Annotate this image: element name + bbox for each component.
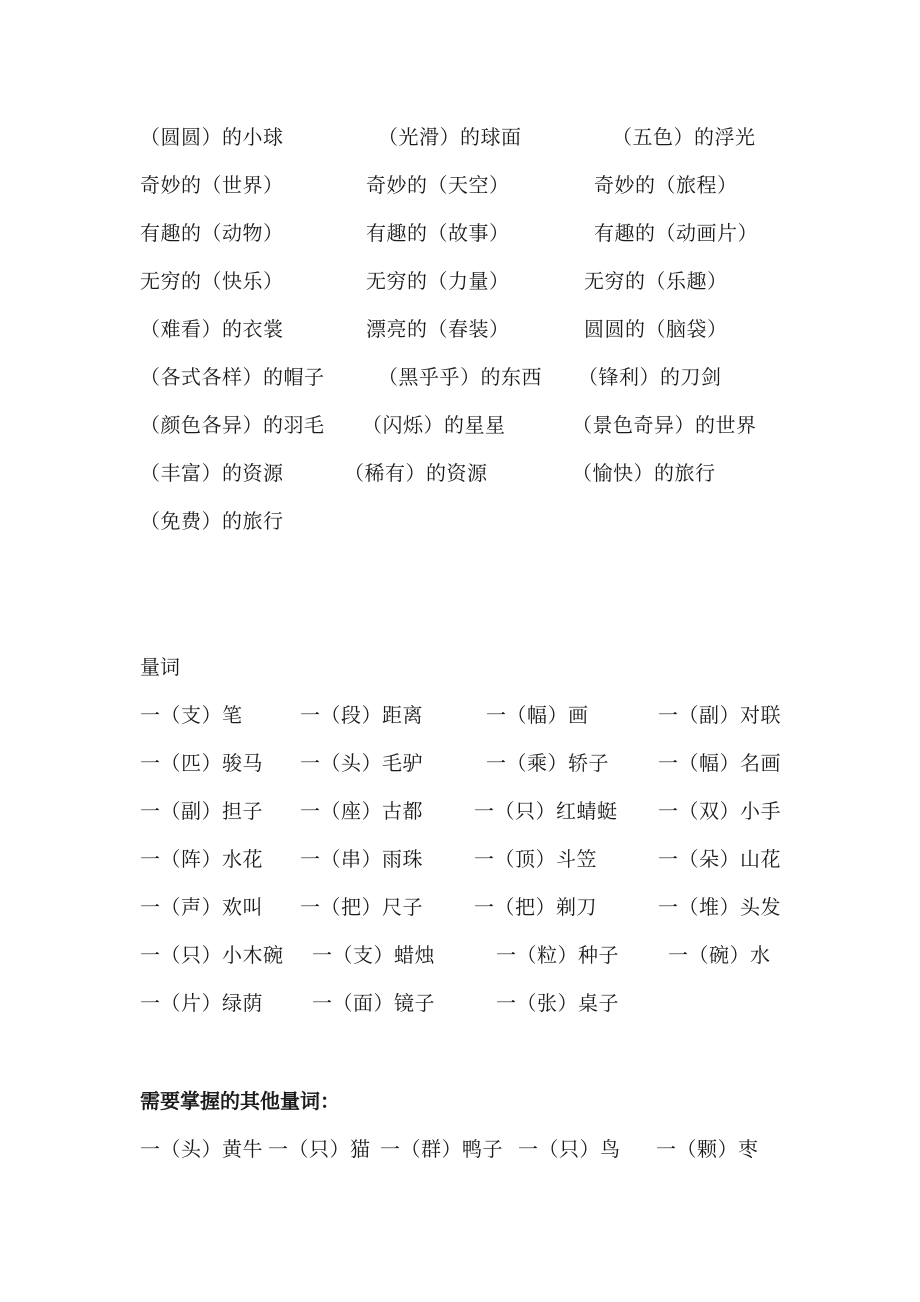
measure-phrase: 一（把）剃刀	[474, 895, 597, 919]
measure-phrase: 一（支）蜡烛	[312, 943, 435, 967]
measure-phrase: 一（粒）种子	[496, 943, 619, 967]
measure-phrase: 一（声）欢叫	[140, 895, 263, 919]
phrase: （景色奇异）的世界	[572, 413, 757, 437]
measure-phrase: 一（支）笔	[140, 703, 243, 727]
phrase: 奇妙的（旅程）	[594, 173, 738, 197]
phrase: 有趣的（故事）	[366, 221, 510, 245]
measure-phrase: 一（张）桌子	[496, 991, 619, 1015]
measure-phrase: 一（颗）枣	[656, 1137, 759, 1161]
phrase: （稀有）的资源	[344, 461, 488, 485]
measure-phrase: 一（头）黄牛	[140, 1137, 263, 1161]
measure-phrase: 一（只）红蜻蜓	[474, 799, 618, 823]
phrase: （愉快）的旅行	[572, 461, 716, 485]
phrase: （锋利）的刀剑	[578, 365, 722, 389]
measure-phrase: 一（只）鸟	[518, 1137, 621, 1161]
measure-phrase: 一（碗）水	[668, 943, 771, 967]
phrase: （难看）的衣裳	[140, 317, 284, 341]
phrase: 奇妙的（世界）	[140, 173, 284, 197]
measure-phrase: 一（乘）轿子	[486, 751, 609, 775]
measure-phrase: 一（朵）山花	[658, 847, 781, 871]
phrase: 无穷的（乐趣）	[584, 269, 728, 293]
phrase: （光滑）的球面	[378, 125, 522, 149]
phrase: （各式各样）的帽子	[140, 365, 325, 389]
phrase: 圆圆的（脑袋）	[584, 317, 728, 341]
phrase: （闪烁）的星星	[362, 413, 506, 437]
measure-phrase: 一（只）小木碗	[140, 943, 284, 967]
phrase: 有趣的（动物）	[140, 221, 284, 245]
measure-phrase: 一（顶）斗笠	[474, 847, 597, 871]
measure-phrase: 一（面）镜子	[312, 991, 435, 1015]
phrase: （圆圆）的小球	[140, 125, 284, 149]
phrase: 无穷的（快乐）	[140, 269, 284, 293]
measure-words-heading: 量词	[140, 655, 180, 679]
phrase: 无穷的（力量）	[366, 269, 510, 293]
measure-phrase: 一（副）担子	[140, 799, 263, 823]
phrase: 奇妙的（天空）	[366, 173, 510, 197]
phrase: （五色）的浮光	[612, 125, 756, 149]
phrase: 有趣的（动画片）	[594, 221, 758, 245]
phrase: （颜色各异）的羽毛	[140, 413, 325, 437]
measure-phrase: 一（群）鸭子	[380, 1137, 503, 1161]
measure-phrase: 一（副）对联	[658, 703, 781, 727]
other-measure-words-heading: 需要掌握的其他量词：	[140, 1089, 340, 1113]
measure-phrase: 一（头）毛驴	[300, 751, 423, 775]
measure-phrase: 一（座）古都	[300, 799, 423, 823]
phrase: （免费）的旅行	[140, 509, 284, 533]
measure-phrase: 一（段）距离	[300, 703, 423, 727]
measure-phrase: 一（幅）画	[486, 703, 589, 727]
phrase: 漂亮的（春装）	[366, 317, 510, 341]
phrase: （黑乎乎）的东西	[378, 365, 542, 389]
measure-phrase: 一（把）尺子	[300, 895, 423, 919]
measure-phrase: 一（双）小手	[658, 799, 781, 823]
measure-phrase: 一（片）绿荫	[140, 991, 263, 1015]
measure-phrase: 一（幅）名画	[658, 751, 781, 775]
measure-phrase: 一（匹）骏马	[140, 751, 263, 775]
phrase: （丰富）的资源	[140, 461, 284, 485]
measure-phrase: 一（阵）水花	[140, 847, 263, 871]
measure-phrase: 一（只）猫	[268, 1137, 371, 1161]
measure-phrase: 一（堆）头发	[658, 895, 781, 919]
measure-phrase: 一（串）雨珠	[300, 847, 423, 871]
